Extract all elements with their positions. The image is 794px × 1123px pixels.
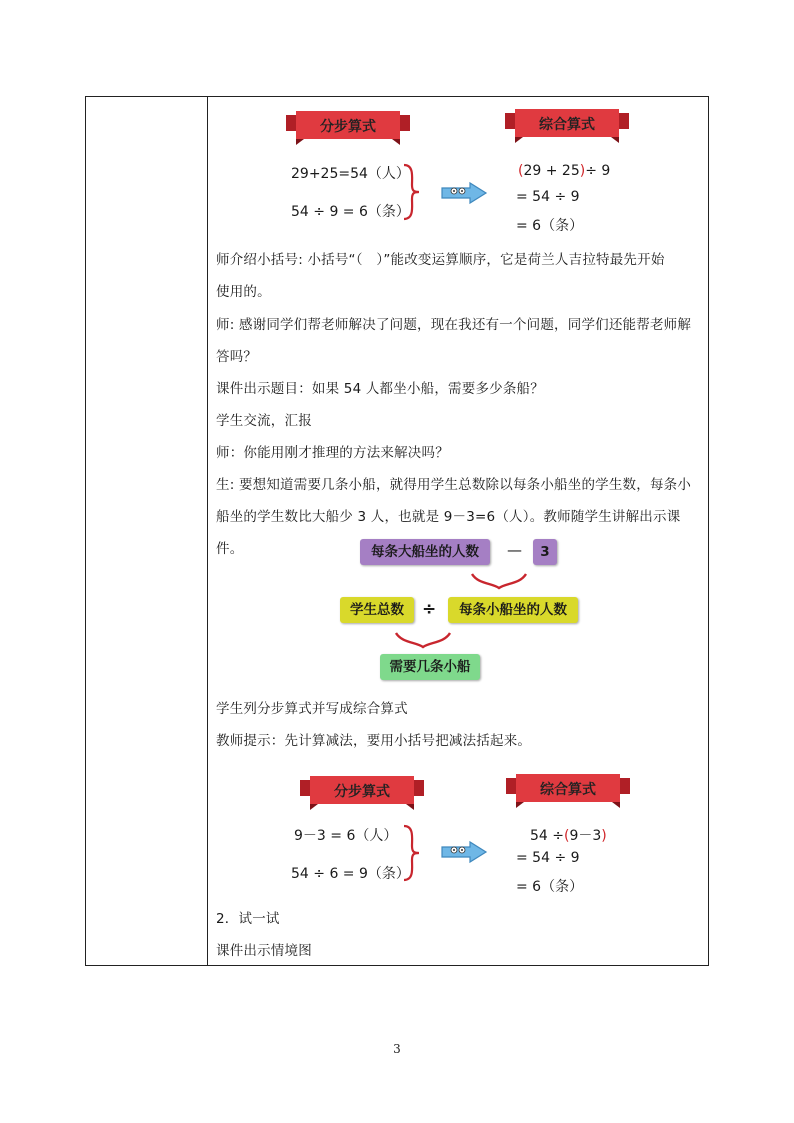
paren-content: 29 + 25 — [523, 163, 580, 179]
banner-combined-2 — [506, 772, 630, 808]
arrow-right-icon — [440, 840, 488, 864]
banner-step-label: 分步算式 — [334, 784, 390, 800]
banner-combined-label: 综合算式 — [539, 117, 595, 133]
box-small-boat-people: 每条小船坐的人数 — [448, 597, 578, 623]
banner-step-2 — [300, 774, 424, 810]
paren-open: ( — [564, 828, 570, 844]
left-column-cell — [86, 97, 208, 965]
banner-combined-label: 综合算式 — [540, 782, 596, 798]
combined-expression-line3: = 6（条） — [516, 218, 584, 234]
combined-expression-line2: = 54 ÷ 9 — [516, 850, 580, 866]
paragraph-student-exchange: 学生交流，汇报 — [216, 413, 312, 429]
brace-under-subtraction-icon — [470, 571, 528, 591]
paragraph-try-it: 2．试一试 — [216, 911, 280, 927]
paragraph-teacher-thanks — [216, 309, 706, 373]
paragraph-teacher-hint: 教师提示：先计算减法，要用小括号把减法括起来。 — [216, 733, 532, 749]
combined-expression-line1 — [530, 825, 607, 845]
step-equation-1: 29+25=54（人） — [291, 166, 410, 182]
paragraph-teacher-question: 师：你能用刚才推理的方法来解决吗？ — [216, 445, 449, 461]
paren-close: ) — [601, 828, 607, 844]
paren-close: ) — [579, 163, 586, 179]
paragraph-question: 课件出示题目：如果 54 人都坐小船，需要多少条船？ — [216, 381, 544, 397]
step-equation-1: 9－3 = 6（人） — [294, 828, 398, 844]
brace-under-division-icon — [394, 630, 452, 650]
box-boats-needed: 需要几条小船 — [380, 654, 480, 680]
text-line: 使用的。 — [216, 284, 271, 300]
paragraph-students-write: 学生列分步算式并写成综合算式 — [216, 701, 408, 717]
box-number-three: 3 — [533, 539, 557, 565]
box-total-students: 学生总数 — [340, 597, 414, 623]
paragraph-show-scene: 课件出示情境图 — [216, 943, 312, 959]
content-column-cell — [208, 97, 708, 965]
step-equation-2: 54 ÷ 9 = 6（条） — [291, 204, 410, 220]
divide-sign: ÷ — [422, 599, 437, 619]
paren-open: ( — [518, 163, 524, 179]
text-line: 船坐的学生数比大船少 3 人，也就是 9－3=6（人）。教师随学生讲解出示课件。 — [216, 509, 681, 557]
lesson-table — [85, 96, 709, 966]
paren-content: 9－3 — [569, 828, 602, 844]
text-line: 生: 要想知道需要几条小船，就得用学生总数除以每条小船坐的学生数，每条小 — [216, 477, 692, 493]
right-brace-icon — [400, 824, 422, 882]
arrow-right-icon — [440, 181, 488, 205]
combined-expression-line3: = 6（条） — [516, 879, 584, 895]
banner-step-label: 分步算式 — [320, 119, 376, 135]
paragraph-parentheses-intro — [216, 244, 706, 308]
divide-nine: ÷ 9 — [585, 163, 611, 179]
text-line: 师介绍小括号: 小括号“（ ）”能改变运算顺序，它是荷兰人吉拉特最先开始 — [216, 252, 665, 268]
box-big-boat-people: 每条大船坐的人数 — [360, 539, 490, 565]
banner-combined-1 — [505, 107, 629, 143]
combined-expression-line2: = 54 ÷ 9 — [516, 189, 580, 205]
fifty-four-divide: 54 ÷ — [530, 828, 564, 844]
banner-step-1 — [286, 109, 410, 145]
minus-sign: — — [507, 541, 522, 559]
text-line: 师: 感谢同学们帮老师解决了问题，现在我还有一个问题，同学们还能帮老师解 — [216, 317, 692, 333]
page-number: 3 — [393, 1042, 401, 1056]
right-brace-icon — [400, 163, 422, 221]
step-equation-2: 54 ÷ 6 = 9（条） — [291, 866, 410, 882]
text-line: 答吗？ — [216, 349, 258, 365]
combined-expression-line1 — [518, 163, 610, 179]
